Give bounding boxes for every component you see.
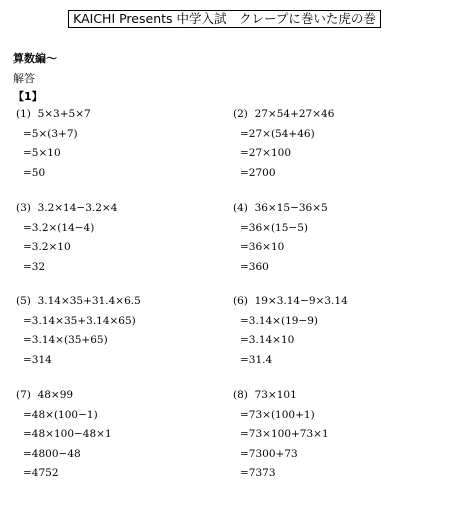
problem-7-label: (7) — [16, 389, 31, 401]
problem-1-step-1: =5×(3+7) — [23, 127, 78, 140]
problem-3-step-1: =3.2×(14−4) — [23, 221, 95, 234]
problem-5-expr: 3.14×35+31.4×6.5 — [37, 295, 141, 307]
answer-label: 解答 — [13, 72, 35, 85]
problem-1-expr: 5×3+5×7 — [37, 108, 91, 120]
problem-3 — [16, 201, 117, 279]
problem-8 — [233, 388, 329, 486]
problem-4-label: (4) — [233, 202, 248, 214]
problem-8-step-4: =7373 — [240, 467, 276, 479]
problem-4-step-3: =360 — [240, 260, 269, 273]
problem-6-step-3: =31.4 — [240, 353, 273, 366]
problem-2-label: (2) — [233, 108, 248, 120]
problem-2-expression — [233, 107, 334, 127]
section-heading: 算数編〜 — [13, 52, 57, 65]
problem-5-expression — [16, 294, 141, 314]
problem-5-step-3: =314 — [23, 353, 52, 366]
document-title: KAICHI Presents 中学入試 クレープに巻いた虎の巻 — [68, 10, 381, 28]
problem-5 — [16, 294, 141, 372]
problem-3-expr: 3.2×14−3.2×4 — [37, 202, 118, 214]
problem-8-step-3: =7300+73 — [240, 447, 298, 460]
problem-2 — [233, 107, 334, 185]
problem-7-expression — [16, 388, 112, 408]
problem-8-expression — [233, 388, 329, 408]
problem-2-expr: 27×54+27×46 — [254, 108, 335, 120]
problem-6 — [233, 294, 348, 372]
problem-7 — [16, 388, 112, 486]
problem-6-step-1: =3.14×(19−9) — [240, 314, 319, 327]
problem-2-step-1: =27×(54+46) — [240, 127, 315, 140]
problem-6-expr: 19×3.14−9×3.14 — [254, 295, 348, 307]
problem-8-step-1: =73×(100+1) — [240, 408, 315, 421]
problem-set-label: 【1】 — [13, 90, 43, 103]
problem-4-step-2: =36×10 — [240, 241, 285, 253]
problem-8-label: (8) — [233, 389, 248, 401]
problem-5-label: (5) — [16, 295, 31, 307]
problem-6-step-2: =3.14×10 — [240, 334, 295, 346]
problem-2-step-2: =27×100 — [240, 147, 291, 159]
problem-3-step-3: =32 — [23, 260, 46, 273]
problem-1-label: (1) — [16, 108, 31, 120]
problem-3-label: (3) — [16, 202, 31, 214]
problem-7-step-2: =48×100−48×1 — [23, 428, 112, 440]
problem-1-step-3: =50 — [23, 166, 46, 179]
problem-7-step-4: =4752 — [23, 467, 59, 479]
problem-2-step-3: =2700 — [240, 166, 276, 179]
problem-1-expression — [16, 107, 91, 127]
problem-8-step-2: =73×100+73×1 — [240, 428, 329, 440]
problem-7-expr: 48×99 — [37, 389, 74, 401]
problem-7-step-3: =4800−48 — [23, 447, 81, 460]
problem-6-label: (6) — [233, 295, 248, 307]
problem-5-step-1: =3.14×35+3.14×65) — [23, 314, 136, 327]
problem-3-step-2: =3.2×10 — [23, 241, 71, 253]
problem-7-step-1: =48×(100−1) — [23, 408, 98, 421]
problem-4-expr: 36×15−36×5 — [254, 202, 328, 214]
problem-1-step-2: =5×10 — [23, 147, 61, 159]
problem-1 — [16, 107, 91, 185]
problem-6-expression — [233, 294, 348, 314]
problem-8-expr: 73×101 — [254, 389, 297, 401]
problem-4 — [233, 201, 328, 279]
problem-4-expression — [233, 201, 328, 221]
problem-3-expression — [16, 201, 117, 221]
problem-5-step-2: =3.14×(35+65) — [23, 334, 108, 346]
problem-4-step-1: =36×(15−5) — [240, 221, 308, 234]
